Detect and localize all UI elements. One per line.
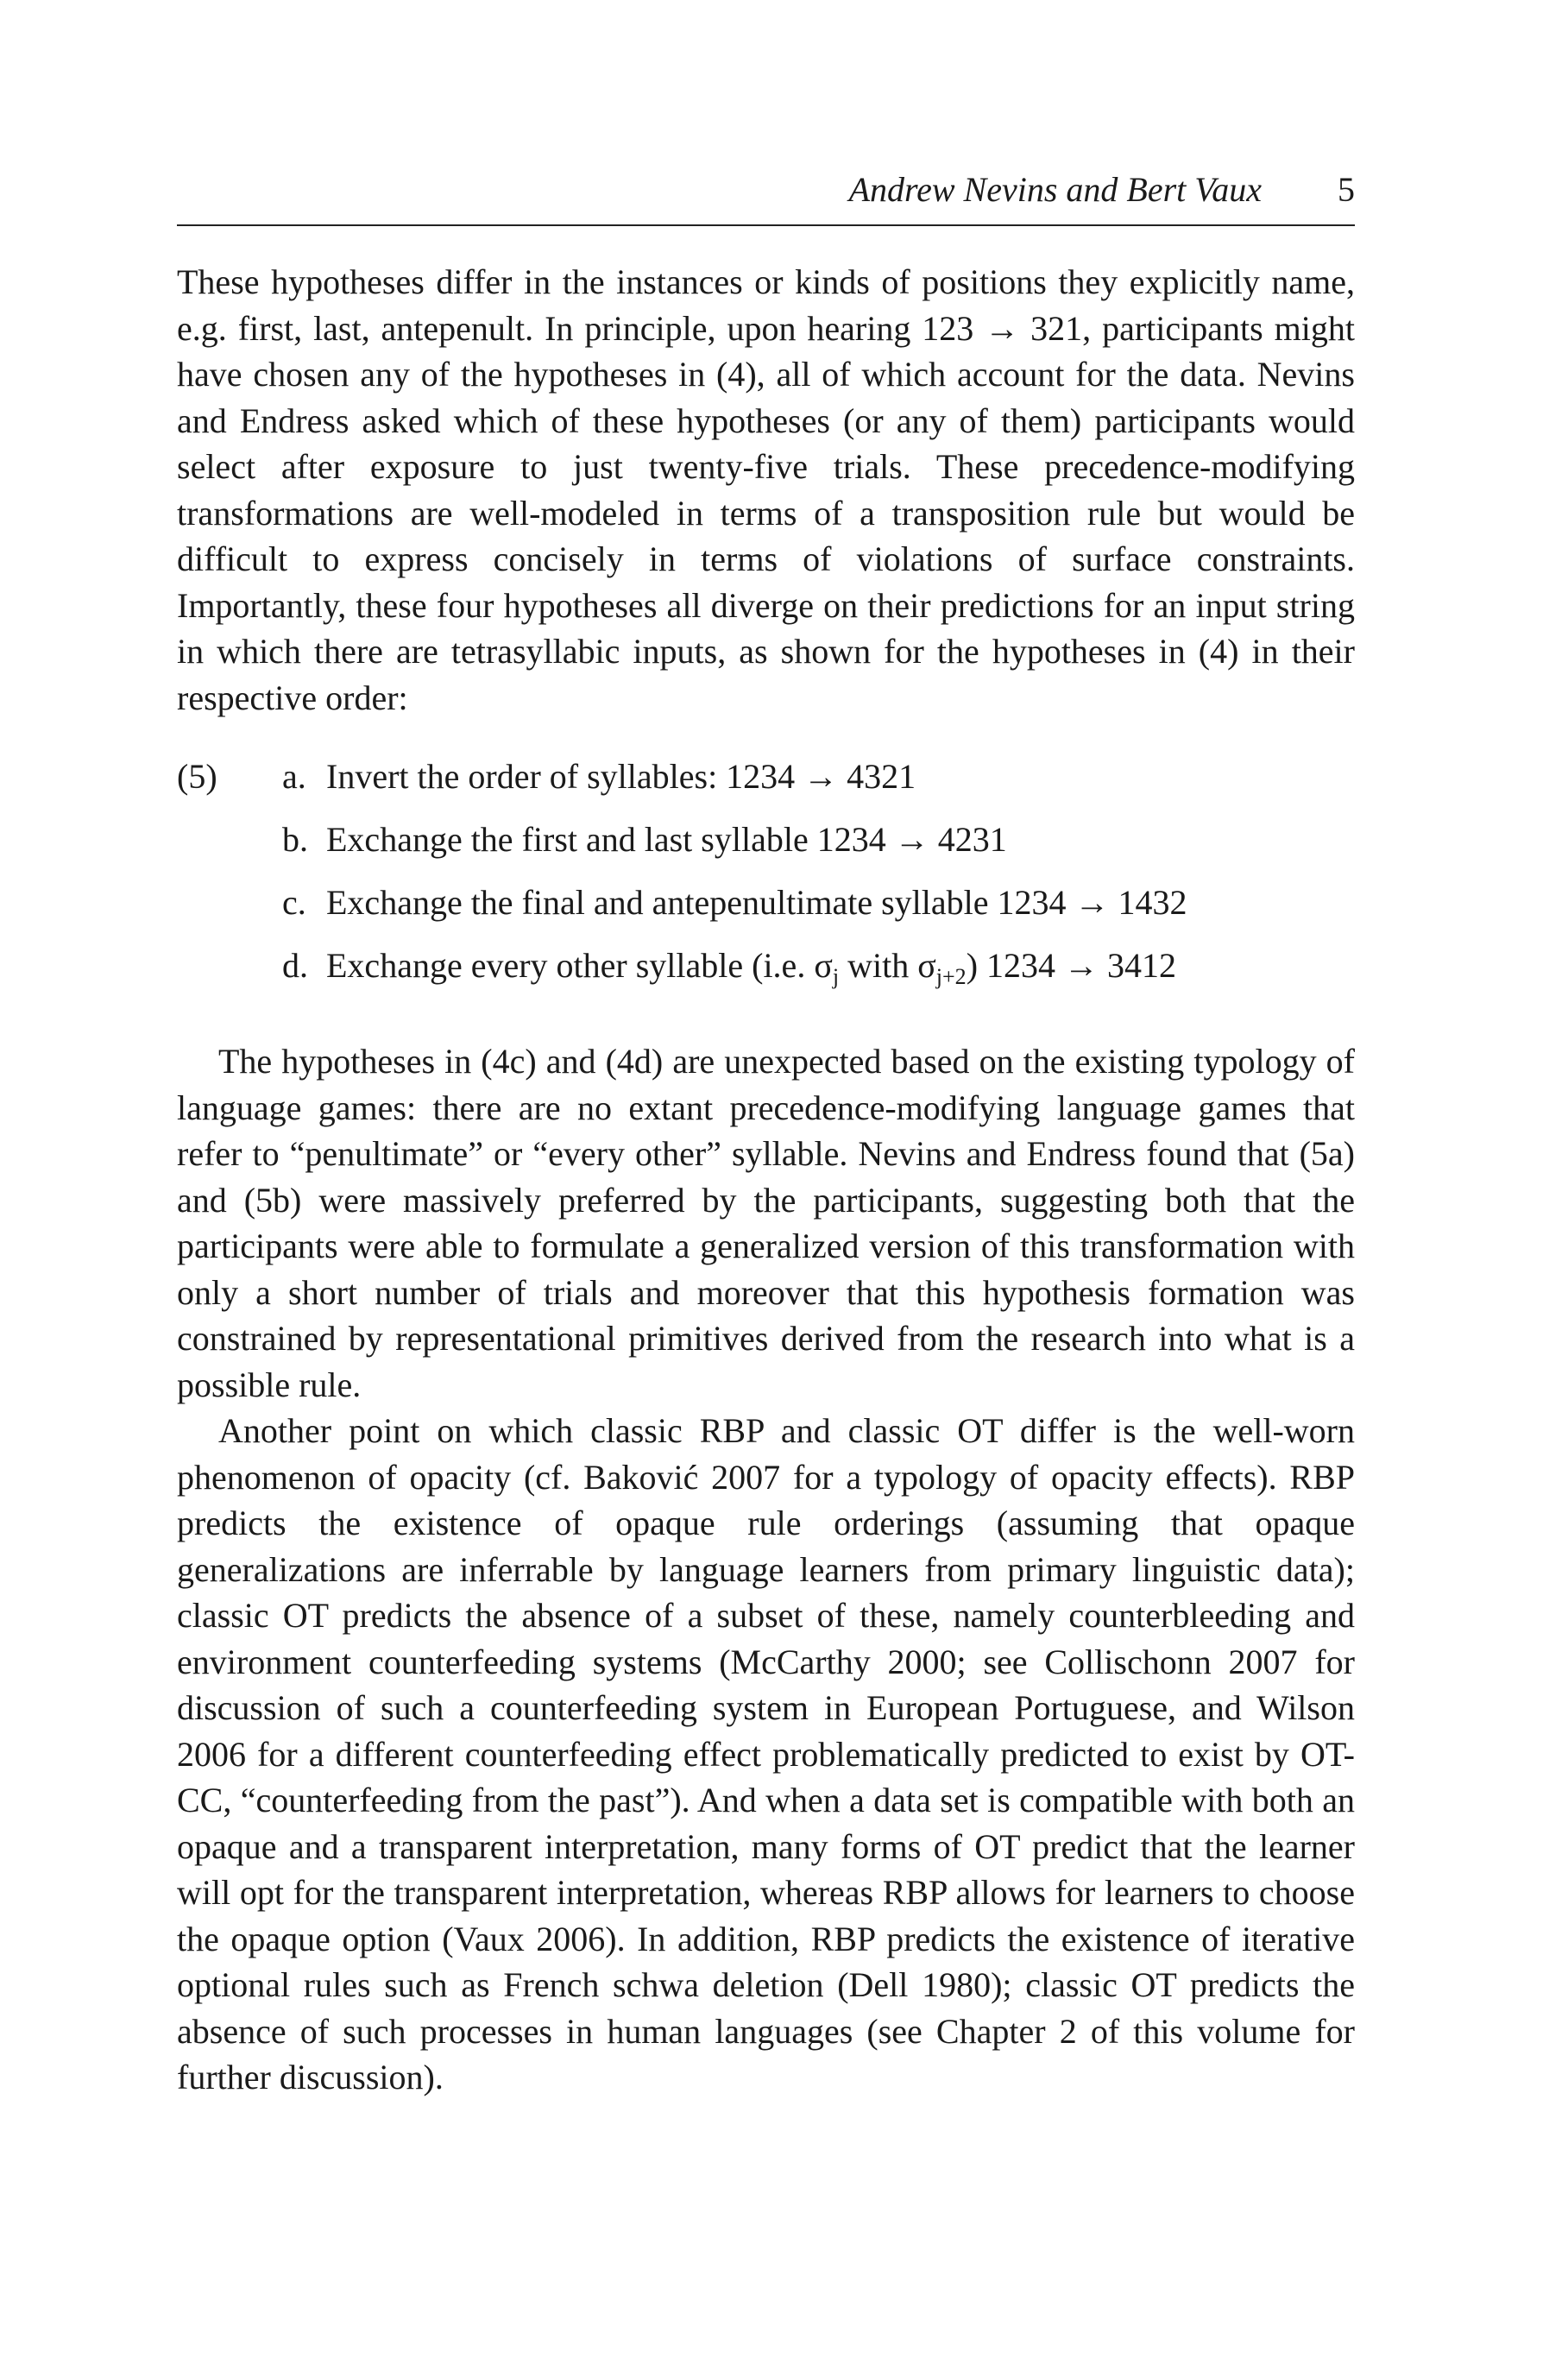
example-letter: a. (282, 757, 306, 796)
paragraph-hypotheses: These hypotheses differ in the instances or kinds of positions they explicitly name, e.g. first, last, antepenult. In principle, upon hearing 123 → 321, participants might have chosen any of the hypotheses in (4), all of which account for the data. Nevins and Endress asked which of these hypotheses (or any of them) participants would select after exposure to just twenty-five trials. These precedence-modifying transformations are well-modeled in terms of a transposition rule but would be difficult to express concisely in terms of violations of surface constraints. Importantly, these four hypotheses all diverge on their predictions for an input string in which there are tetrasyllabic inputs, as shown for the hypotheses in (4) in their respective order: (177, 262, 1355, 717)
example-text-part: with σ (839, 946, 936, 985)
paragraph-opacity: Another point on which classic RBP and classic OT differ is the well-worn phenomenon of opacity (cf. Baković 2007 for a typology of opacity effects). RBP predicts the existence of opaque rule orderings (assuming that opaque generalizations are inferrable by language learners from primary linguistic data); classic OT predicts the absence of a subset of these, namely counterbleeding and environment counterfeeding systems (McCarthy 2000; see Collischonn 2007 for discussion of such a counterfeeding system in European Portuguese, and Wilson 2006 for a different counterfeeding effect problematically predicted to exist by OT-CC, “counterfeeding from the past”). And when a data set is compatible with both an opaque and a transparent interpretation, many forms of OT predict that the learner will opt for the transparent interpretation, whereas RBP allows for learners to choose the opaque option (Vaux 2006). In addition, RBP predicts the existence of iterative optional rules such as French schwa deletion (Dell 1980); classic OT predicts the absence of such processes in human languages (see Chapter 2 of this volume for further discussion). (177, 1411, 1355, 2096)
example-text-part: Exchange every other syllable (i.e. σ (326, 946, 833, 985)
subscript: j+2 (935, 964, 967, 989)
example-text (326, 943, 1176, 1000)
example-letter: d. (282, 946, 308, 985)
body-text (177, 259, 1355, 2101)
example-item-a (177, 753, 1355, 817)
example-item-c (177, 880, 1355, 943)
paragraph-typology: The hypotheses in (4c) and (4d) are unexpected based on the existing typology of language games: there are no extant precedence-modifying language games that refer to “penultimate” or “every other” syllable. Nevins and Endress found that (5a) and (5b) were massively preferred by the participants, suggesting both that the participants were able to formulate a generalized version of this transformation with only a short number of trials and moreover that this hypothesis formation was constrained by representational primitives derived from the research into what is a possible rule. (177, 1042, 1355, 1404)
subscript: j (832, 964, 840, 989)
example-text: Exchange the final and antepenultimate syllable 1234 → 1432 (326, 883, 1187, 922)
example-letter: c. (282, 883, 306, 922)
page-number: 5 (1338, 170, 1355, 209)
example-item-d (177, 943, 1355, 1006)
example-5 (177, 753, 1355, 1006)
example-text-part: ) 1234 → 3412 (966, 946, 1177, 985)
running-head (177, 169, 1355, 226)
example-letter: b. (282, 820, 308, 859)
example-number: (5) (177, 757, 217, 796)
running-head-authors: Andrew Nevins and Bert Vaux (848, 170, 1262, 209)
example-item-b (177, 817, 1355, 880)
example-text: Exchange the first and last syllable 1234 → 4231 (326, 820, 1007, 859)
example-text: Invert the order of syllables: 1234 → 4321 (326, 757, 916, 796)
